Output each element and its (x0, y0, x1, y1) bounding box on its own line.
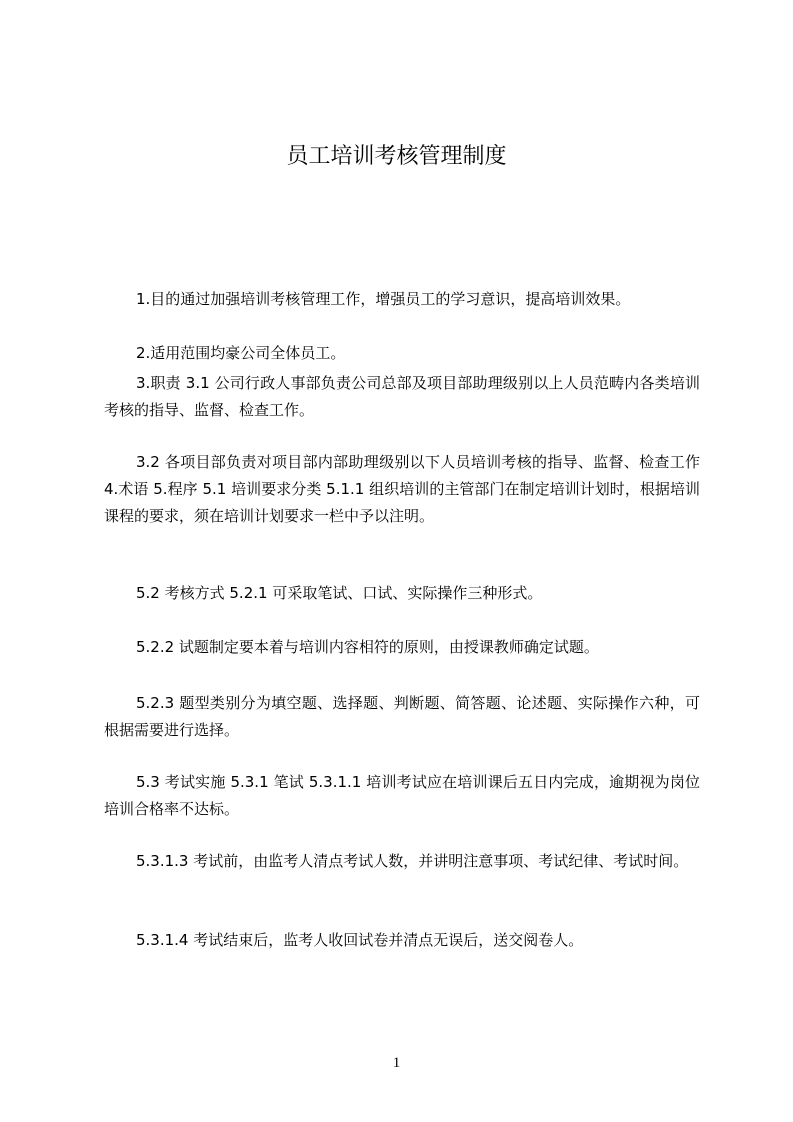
paragraph-responsibility: 3.职责 3.1 公司行政人事部负责公司总部及项目部助理级别以上人员范畴内各类培训考核的指导、监督、检查工作。 (104, 374, 700, 419)
paragraph-exam-implementation: 5.3 考试实施 5.3.1 笔试 5.3.1.1 培训考试应在培训课后五日内完成，逾期视为岗位培训合格率不达标。 (104, 773, 700, 818)
paragraph-assessment-method: 5.2 考核方式 5.2.1 可采取笔试、口试、实际操作三种形式。 (136, 584, 543, 602)
document-title: 员工培训考核管理制度 (286, 144, 507, 169)
paragraph-after-exam: 5.3.1.4 考试结束后，监考人收回试卷并清点无误后，送交阅卷人。 (136, 931, 584, 949)
paragraph-question-types: 5.2.3 题型类别分为填空题、选择题、判断题、简答题、论述题、实际操作六种，可根据需要进行选择。 (104, 694, 700, 739)
paragraph-question-design: 5.2.2 试题制定要本着与培训内容相符的原则，由授课教师确定试题。 (136, 638, 599, 656)
page-number: 1 (392, 1055, 401, 1071)
paragraph-before-exam: 5.3.1.3 考试前，由监考人清点考试人数，并讲明注意事项、考试纪律、考试时间。 (136, 852, 689, 870)
paragraph-scope: 2.适用范围均豪公司全体员工。 (136, 344, 346, 362)
paragraph-procedure: 3.2 各项目部负责对项目部内部助理级别以下人员培训考核的指导、监督、检查工作 4.术语 5.程序 5.1 培训要求分类 5.1.1 组织培训的主管部门在制定培训计划时，根据培训课程的要求，须在培训计划要求一栏中予以注明。 (104, 453, 700, 525)
paragraph-purpose: 1.目的通过加强培训考核管理工作，增强员工的学习意识，提高培训效果。 (136, 290, 631, 308)
